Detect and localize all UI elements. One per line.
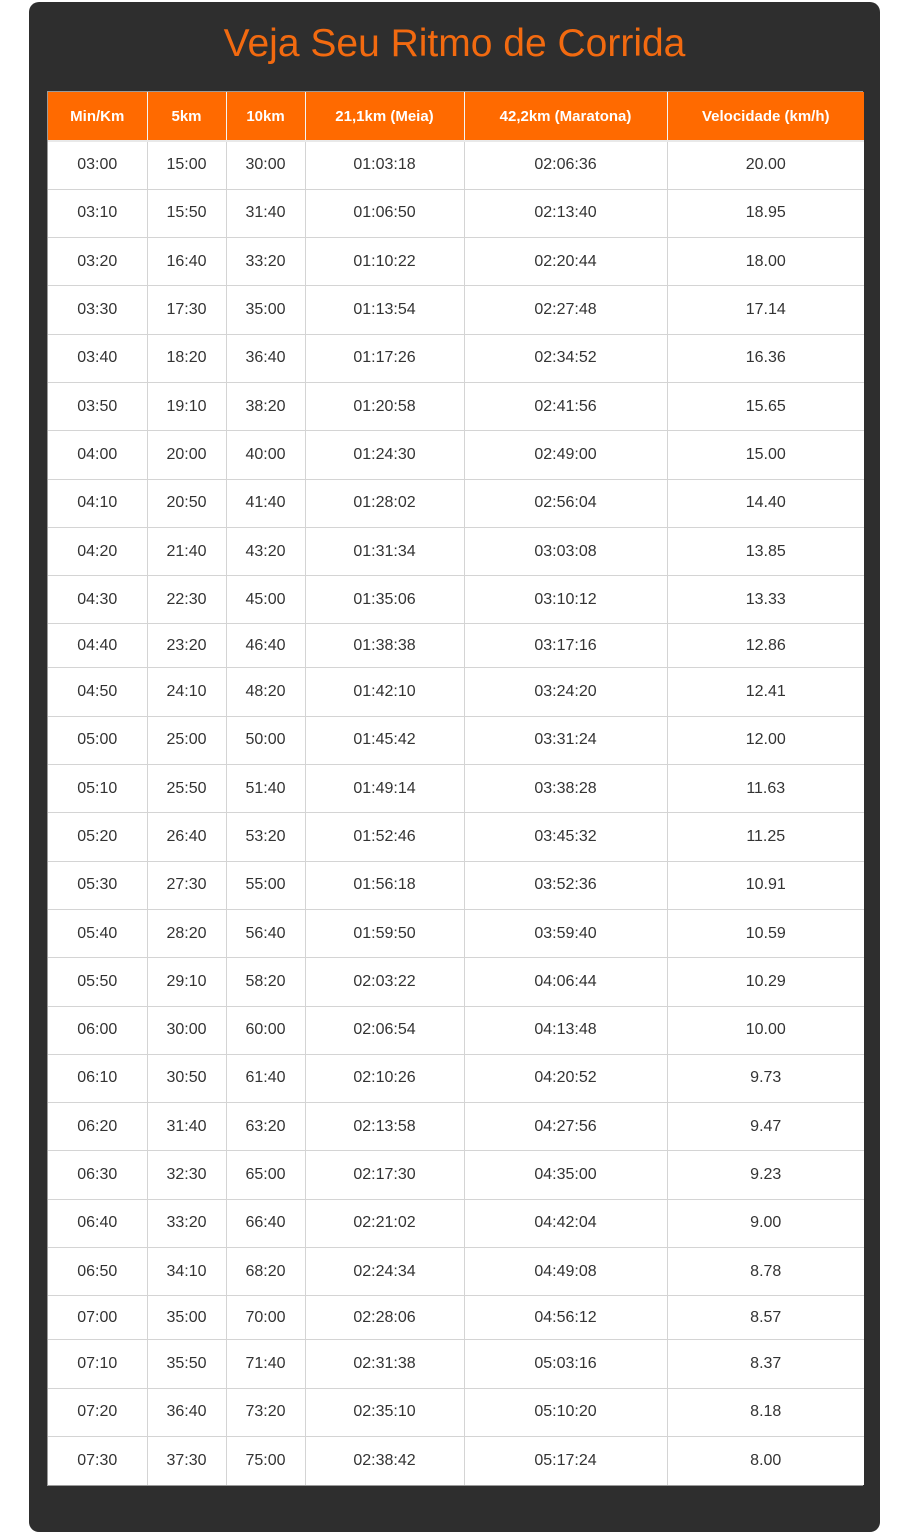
table-row [48, 576, 864, 624]
speed-cell: 8.37 [667, 1340, 864, 1388]
time-marathon-cell: 04:35:00 [464, 1151, 667, 1199]
time-marathon-cell: 03:38:28 [464, 765, 667, 813]
table-row [48, 861, 864, 909]
time-half-marathon-cell: 01:31:34 [305, 527, 464, 575]
pace-cell: 04:40 [48, 624, 147, 668]
speed-cell: 9.47 [667, 1103, 864, 1151]
time-10km-cell: 45:00 [226, 576, 305, 624]
time-10km-cell: 48:20 [226, 668, 305, 716]
column-header-speed: Velocidade (km/h) [667, 92, 864, 141]
speed-cell: 16.36 [667, 334, 864, 382]
pace-cell: 03:10 [48, 189, 147, 237]
time-10km-cell: 31:40 [226, 189, 305, 237]
speed-cell: 18.95 [667, 189, 864, 237]
time-half-marathon-cell: 02:31:38 [305, 1340, 464, 1388]
time-marathon-cell: 04:06:44 [464, 958, 667, 1006]
time-10km-cell: 66:40 [226, 1199, 305, 1247]
time-5km-cell: 22:30 [147, 576, 226, 624]
pace-cell: 04:30 [48, 576, 147, 624]
table-row [48, 189, 864, 237]
table-row [48, 1388, 864, 1436]
time-10km-cell: 35:00 [226, 286, 305, 334]
time-half-marathon-cell: 01:17:26 [305, 334, 464, 382]
speed-cell: 13.33 [667, 576, 864, 624]
pace-cell: 03:30 [48, 286, 147, 334]
time-half-marathon-cell: 02:28:06 [305, 1296, 464, 1340]
column-header-min-km: Min/Km [48, 92, 147, 141]
time-marathon-cell: 05:03:16 [464, 1340, 667, 1388]
table-row [48, 431, 864, 479]
time-marathon-cell: 04:20:52 [464, 1054, 667, 1102]
time-10km-cell: 60:00 [226, 1006, 305, 1054]
time-10km-cell: 43:20 [226, 527, 305, 575]
pace-cell: 03:00 [48, 141, 147, 189]
column-header-marathon: 42,2km (Maratona) [464, 92, 667, 141]
time-10km-cell: 53:20 [226, 813, 305, 861]
time-marathon-cell: 02:27:48 [464, 286, 667, 334]
page-title: Veja Seu Ritmo de Corrida [223, 22, 686, 65]
table-row [48, 1340, 864, 1388]
column-header-10km: 10km [226, 92, 305, 141]
speed-cell: 12.86 [667, 624, 864, 668]
speed-cell: 8.57 [667, 1296, 864, 1340]
time-10km-cell: 58:20 [226, 958, 305, 1006]
pace-table-container [47, 91, 863, 1486]
time-half-marathon-cell: 02:21:02 [305, 1199, 464, 1247]
time-half-marathon-cell: 02:35:10 [305, 1388, 464, 1436]
time-10km-cell: 56:40 [226, 909, 305, 957]
time-half-marathon-cell: 02:24:34 [305, 1248, 464, 1296]
pace-cell: 06:00 [48, 1006, 147, 1054]
time-half-marathon-cell: 02:17:30 [305, 1151, 464, 1199]
pace-cell: 06:10 [48, 1054, 147, 1102]
time-10km-cell: 55:00 [226, 861, 305, 909]
time-10km-cell: 30:00 [226, 141, 305, 189]
table-row [48, 624, 864, 668]
pace-card [29, 2, 880, 1532]
time-half-marathon-cell: 01:52:46 [305, 813, 464, 861]
pace-cell: 06:50 [48, 1248, 147, 1296]
table-row [48, 1151, 864, 1199]
speed-cell: 10.29 [667, 958, 864, 1006]
speed-cell: 9.23 [667, 1151, 864, 1199]
pace-cell: 04:10 [48, 479, 147, 527]
pace-cell: 03:50 [48, 382, 147, 430]
time-marathon-cell: 02:56:04 [464, 479, 667, 527]
speed-cell: 8.18 [667, 1388, 864, 1436]
time-5km-cell: 16:40 [147, 238, 226, 286]
pace-cell: 07:30 [48, 1436, 147, 1484]
time-5km-cell: 27:30 [147, 861, 226, 909]
time-5km-cell: 33:20 [147, 1199, 226, 1247]
pace-cell: 04:50 [48, 668, 147, 716]
table-row [48, 527, 864, 575]
time-10km-cell: 51:40 [226, 765, 305, 813]
pace-cell: 07:10 [48, 1340, 147, 1388]
time-5km-cell: 17:30 [147, 286, 226, 334]
speed-cell: 12.00 [667, 716, 864, 764]
time-half-marathon-cell: 01:06:50 [305, 189, 464, 237]
table-row [48, 1296, 864, 1340]
pace-cell: 03:40 [48, 334, 147, 382]
time-half-marathon-cell: 01:49:14 [305, 765, 464, 813]
table-row [48, 765, 864, 813]
time-5km-cell: 15:50 [147, 189, 226, 237]
table-row [48, 238, 864, 286]
time-marathon-cell: 04:49:08 [464, 1248, 667, 1296]
time-5km-cell: 19:10 [147, 382, 226, 430]
time-marathon-cell: 03:03:08 [464, 527, 667, 575]
time-10km-cell: 70:00 [226, 1296, 305, 1340]
time-marathon-cell: 04:13:48 [464, 1006, 667, 1054]
time-marathon-cell: 03:31:24 [464, 716, 667, 764]
table-row [48, 1054, 864, 1102]
time-marathon-cell: 04:27:56 [464, 1103, 667, 1151]
pace-cell: 07:20 [48, 1388, 147, 1436]
speed-cell: 9.00 [667, 1199, 864, 1247]
speed-cell: 10.00 [667, 1006, 864, 1054]
time-marathon-cell: 02:13:40 [464, 189, 667, 237]
pace-cell: 05:40 [48, 909, 147, 957]
speed-cell: 20.00 [667, 141, 864, 189]
time-10km-cell: 63:20 [226, 1103, 305, 1151]
table-body [48, 141, 864, 1485]
time-10km-cell: 71:40 [226, 1340, 305, 1388]
time-marathon-cell: 03:59:40 [464, 909, 667, 957]
time-marathon-cell: 02:41:56 [464, 382, 667, 430]
time-half-marathon-cell: 02:10:26 [305, 1054, 464, 1102]
time-10km-cell: 41:40 [226, 479, 305, 527]
time-marathon-cell: 02:06:36 [464, 141, 667, 189]
time-5km-cell: 35:50 [147, 1340, 226, 1388]
pace-cell: 05:20 [48, 813, 147, 861]
time-10km-cell: 38:20 [226, 382, 305, 430]
time-5km-cell: 20:50 [147, 479, 226, 527]
pace-cell: 03:20 [48, 238, 147, 286]
speed-cell: 15.00 [667, 431, 864, 479]
column-header-half-marathon: 21,1km (Meia) [305, 92, 464, 141]
pace-cell: 04:20 [48, 527, 147, 575]
time-half-marathon-cell: 01:59:50 [305, 909, 464, 957]
time-half-marathon-cell: 02:03:22 [305, 958, 464, 1006]
speed-cell: 10.91 [667, 861, 864, 909]
pace-cell: 06:30 [48, 1151, 147, 1199]
time-10km-cell: 46:40 [226, 624, 305, 668]
speed-cell: 9.73 [667, 1054, 864, 1102]
pace-cell: 06:40 [48, 1199, 147, 1247]
pace-cell: 07:00 [48, 1296, 147, 1340]
time-marathon-cell: 03:10:12 [464, 576, 667, 624]
table-row [48, 382, 864, 430]
table-row [48, 958, 864, 1006]
time-5km-cell: 21:40 [147, 527, 226, 575]
speed-cell: 11.25 [667, 813, 864, 861]
time-5km-cell: 32:30 [147, 1151, 226, 1199]
time-marathon-cell: 02:20:44 [464, 238, 667, 286]
speed-cell: 10.59 [667, 909, 864, 957]
time-marathon-cell: 04:42:04 [464, 1199, 667, 1247]
time-5km-cell: 35:00 [147, 1296, 226, 1340]
time-half-marathon-cell: 01:10:22 [305, 238, 464, 286]
speed-cell: 17.14 [667, 286, 864, 334]
time-marathon-cell: 03:24:20 [464, 668, 667, 716]
time-5km-cell: 20:00 [147, 431, 226, 479]
table-row [48, 909, 864, 957]
time-5km-cell: 25:50 [147, 765, 226, 813]
column-header-5km: 5km [147, 92, 226, 141]
table-row [48, 1248, 864, 1296]
time-half-marathon-cell: 01:42:10 [305, 668, 464, 716]
time-5km-cell: 28:20 [147, 909, 226, 957]
pace-cell: 05:10 [48, 765, 147, 813]
time-marathon-cell: 03:17:16 [464, 624, 667, 668]
time-10km-cell: 33:20 [226, 238, 305, 286]
time-marathon-cell: 03:45:32 [464, 813, 667, 861]
time-5km-cell: 34:10 [147, 1248, 226, 1296]
time-half-marathon-cell: 01:45:42 [305, 716, 464, 764]
time-half-marathon-cell: 01:20:58 [305, 382, 464, 430]
time-5km-cell: 36:40 [147, 1388, 226, 1436]
time-half-marathon-cell: 02:38:42 [305, 1436, 464, 1484]
time-marathon-cell: 05:17:24 [464, 1436, 667, 1484]
time-half-marathon-cell: 02:06:54 [305, 1006, 464, 1054]
pace-cell: 06:20 [48, 1103, 147, 1151]
time-half-marathon-cell: 01:03:18 [305, 141, 464, 189]
time-half-marathon-cell: 01:56:18 [305, 861, 464, 909]
time-half-marathon-cell: 01:35:06 [305, 576, 464, 624]
table-row [48, 716, 864, 764]
time-half-marathon-cell: 01:38:38 [305, 624, 464, 668]
time-10km-cell: 75:00 [226, 1436, 305, 1484]
time-marathon-cell: 02:49:00 [464, 431, 667, 479]
time-half-marathon-cell: 01:28:02 [305, 479, 464, 527]
table-row [48, 334, 864, 382]
time-5km-cell: 25:00 [147, 716, 226, 764]
speed-cell: 18.00 [667, 238, 864, 286]
table-row [48, 141, 864, 189]
time-5km-cell: 29:10 [147, 958, 226, 1006]
speed-cell: 12.41 [667, 668, 864, 716]
time-5km-cell: 30:00 [147, 1006, 226, 1054]
table-row [48, 286, 864, 334]
speed-cell: 15.65 [667, 382, 864, 430]
table-row [48, 1103, 864, 1151]
pace-cell: 05:30 [48, 861, 147, 909]
table-row [48, 1199, 864, 1247]
time-half-marathon-cell: 01:24:30 [305, 431, 464, 479]
time-marathon-cell: 04:56:12 [464, 1296, 667, 1340]
table-row [48, 1436, 864, 1484]
time-10km-cell: 40:00 [226, 431, 305, 479]
table-header-row [48, 92, 864, 141]
time-marathon-cell: 05:10:20 [464, 1388, 667, 1436]
time-10km-cell: 50:00 [226, 716, 305, 764]
pace-table [48, 92, 864, 1485]
time-10km-cell: 61:40 [226, 1054, 305, 1102]
time-5km-cell: 24:10 [147, 668, 226, 716]
speed-cell: 14.40 [667, 479, 864, 527]
table-row [48, 668, 864, 716]
time-5km-cell: 30:50 [147, 1054, 226, 1102]
pace-cell: 05:00 [48, 716, 147, 764]
table-row [48, 813, 864, 861]
time-5km-cell: 23:20 [147, 624, 226, 668]
time-10km-cell: 36:40 [226, 334, 305, 382]
time-5km-cell: 37:30 [147, 1436, 226, 1484]
speed-cell: 11.63 [667, 765, 864, 813]
time-10km-cell: 73:20 [226, 1388, 305, 1436]
speed-cell: 13.85 [667, 527, 864, 575]
time-5km-cell: 31:40 [147, 1103, 226, 1151]
time-half-marathon-cell: 02:13:58 [305, 1103, 464, 1151]
pace-cell: 04:00 [48, 431, 147, 479]
time-5km-cell: 26:40 [147, 813, 226, 861]
table-row [48, 479, 864, 527]
time-half-marathon-cell: 01:13:54 [305, 286, 464, 334]
time-10km-cell: 65:00 [226, 1151, 305, 1199]
table-row [48, 1006, 864, 1054]
time-5km-cell: 15:00 [147, 141, 226, 189]
speed-cell: 8.78 [667, 1248, 864, 1296]
time-marathon-cell: 02:34:52 [464, 334, 667, 382]
time-marathon-cell: 03:52:36 [464, 861, 667, 909]
time-10km-cell: 68:20 [226, 1248, 305, 1296]
speed-cell: 8.00 [667, 1436, 864, 1484]
pace-cell: 05:50 [48, 958, 147, 1006]
time-5km-cell: 18:20 [147, 334, 226, 382]
